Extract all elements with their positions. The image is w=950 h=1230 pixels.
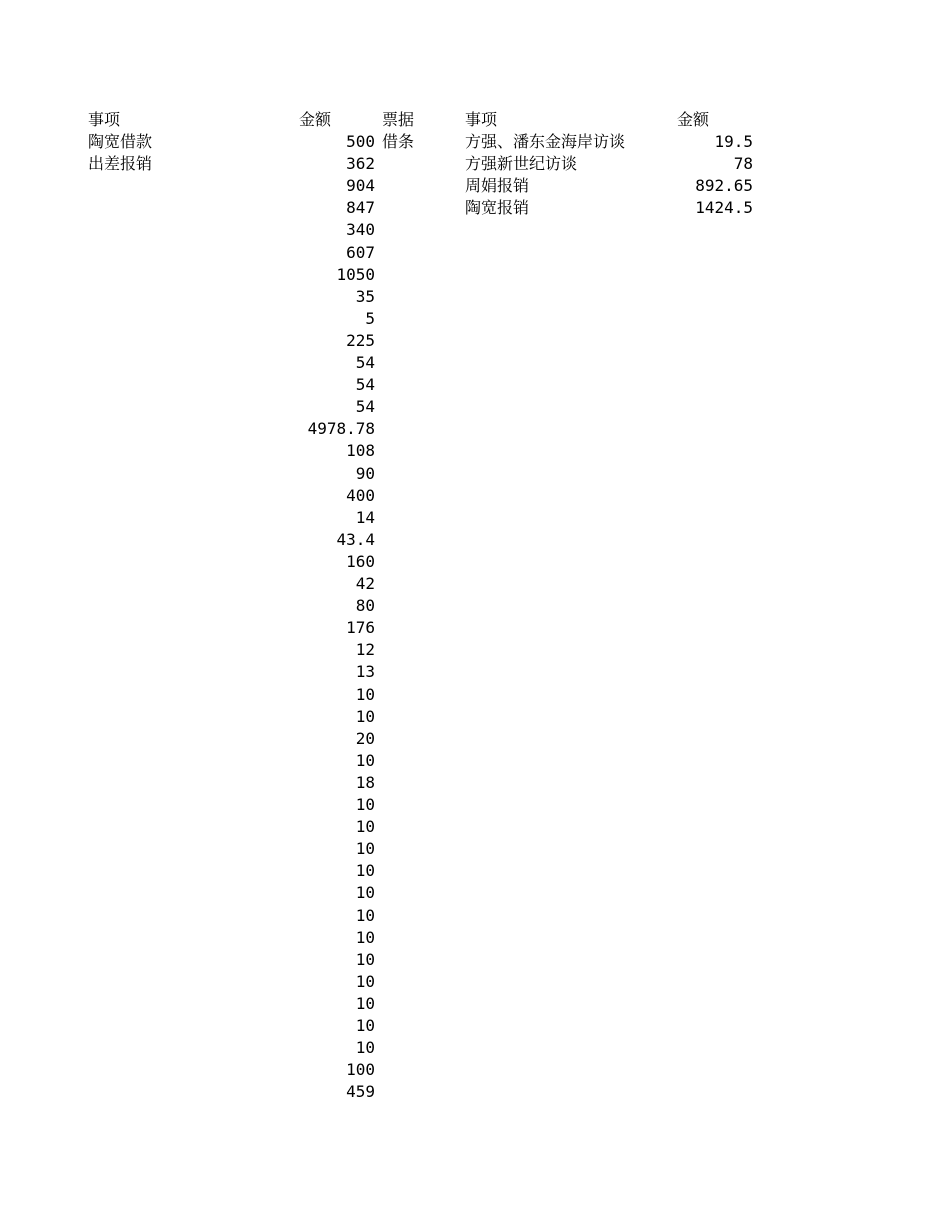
left-row-amount: 10 — [355, 685, 375, 704]
left-row-item — [88, 927, 288, 949]
left-row-item — [88, 507, 288, 529]
left-row-receipt — [382, 706, 452, 728]
left-row-item — [88, 595, 288, 617]
left-row-amount: 1050 — [336, 265, 375, 284]
left-row-amount: 10 — [355, 751, 375, 770]
left-header-item: 事项 — [88, 110, 121, 129]
left-row-amount: 10 — [355, 707, 375, 726]
left-row-item — [88, 374, 288, 396]
left-row-receipt — [382, 286, 452, 308]
left-row-amount: 847 — [346, 198, 375, 217]
left-row-receipt — [382, 595, 452, 617]
right-row-amount: 892.65 — [695, 176, 753, 195]
left-row-receipt — [382, 308, 452, 330]
left-row-receipt — [382, 507, 452, 529]
left-row-receipt — [382, 242, 452, 264]
left-row-item — [88, 551, 288, 573]
left-row-amount: 362 — [346, 154, 375, 173]
left-row-amount: 400 — [346, 486, 375, 505]
left-row-receipt — [382, 551, 452, 573]
left-row-receipt — [382, 175, 452, 197]
right-row-item: 方强、潘东金海岸访谈 — [465, 132, 626, 151]
left-row-receipt — [382, 396, 452, 418]
left-row-amount: 13 — [355, 662, 375, 681]
left-row-item — [88, 971, 288, 993]
left-row-item — [88, 860, 288, 882]
left-row-item: 陶宽借款 — [88, 132, 153, 151]
left-row-receipt — [382, 838, 452, 860]
right-header-amount: 金额 — [677, 110, 710, 129]
left-row-item — [88, 308, 288, 330]
left-row-item — [88, 286, 288, 308]
left-row-receipt — [382, 661, 452, 683]
left-row-amount: 160 — [346, 552, 375, 571]
left-row-amount: 90 — [355, 464, 375, 483]
left-row-amount: 10 — [355, 1016, 375, 1035]
left-row-receipt — [382, 219, 452, 241]
left-row-receipt — [382, 573, 452, 595]
left-row-amount: 35 — [355, 287, 375, 306]
left-row-item — [88, 264, 288, 286]
left-row-receipt — [382, 728, 452, 750]
left-row-receipt — [382, 816, 452, 838]
left-row-receipt — [382, 374, 452, 396]
left-header-amount: 金额 — [299, 110, 332, 129]
left-row-amount: 42 — [355, 574, 375, 593]
left-row-amount: 500 — [346, 132, 375, 151]
left-row-receipt — [382, 485, 452, 507]
left-row-item — [88, 794, 288, 816]
left-row-item — [88, 396, 288, 418]
left-row-item — [88, 816, 288, 838]
left-row-receipt — [382, 330, 452, 352]
left-row-item — [88, 175, 288, 197]
left-row-receipt — [382, 1037, 452, 1059]
left-row-amount: 10 — [355, 795, 375, 814]
left-row-receipt — [382, 993, 452, 1015]
right-row-item: 陶宽报销 — [465, 198, 530, 217]
left-row-item — [88, 352, 288, 374]
left-row-item — [88, 463, 288, 485]
left-row-item — [88, 485, 288, 507]
left-row-item — [88, 639, 288, 661]
left-row-receipt — [382, 971, 452, 993]
left-row-amount: 54 — [355, 375, 375, 394]
left-row-amount: 10 — [355, 994, 375, 1013]
left-header-receipt: 票据 — [382, 110, 415, 129]
left-row-receipt — [382, 860, 452, 882]
left-row-amount: 20 — [355, 729, 375, 748]
left-row-amount: 10 — [355, 928, 375, 947]
left-row-receipt — [382, 794, 452, 816]
left-row-receipt: 借条 — [382, 132, 415, 151]
left-row-item — [88, 661, 288, 683]
left-row-receipt — [382, 197, 452, 219]
left-row-receipt — [382, 440, 452, 462]
left-row-amount: 10 — [355, 972, 375, 991]
left-row-receipt — [382, 927, 452, 949]
left-row-receipt — [382, 1015, 452, 1037]
left-row-amount: 225 — [346, 331, 375, 350]
left-row-item — [88, 529, 288, 551]
left-row-item — [88, 197, 288, 219]
left-row-item — [88, 573, 288, 595]
left-row-amount: 607 — [346, 243, 375, 262]
left-row-item — [88, 750, 288, 772]
left-row-receipt — [382, 529, 452, 551]
right-row-item: 周娟报销 — [465, 176, 530, 195]
right-header-item: 事项 — [465, 110, 498, 129]
left-row-receipt — [382, 772, 452, 794]
left-row-amount: 340 — [346, 220, 375, 239]
left-row-item — [88, 905, 288, 927]
left-row-receipt — [382, 617, 452, 639]
left-row-item — [88, 993, 288, 1015]
left-row-item: 出差报销 — [88, 154, 153, 173]
left-row-amount: 10 — [355, 861, 375, 880]
left-row-receipt — [382, 905, 452, 927]
left-row-amount: 54 — [355, 397, 375, 416]
left-row-amount: 100 — [346, 1060, 375, 1079]
left-row-receipt — [382, 463, 452, 485]
left-row-amount: 10 — [355, 883, 375, 902]
left-row-amount: 80 — [355, 596, 375, 615]
right-row-amount: 1424.5 — [695, 198, 753, 217]
left-row-amount: 176 — [346, 618, 375, 637]
left-row-amount: 10 — [355, 817, 375, 836]
left-row-receipt — [382, 949, 452, 971]
left-row-amount: 10 — [355, 906, 375, 925]
left-row-item — [88, 1037, 288, 1059]
left-row-amount: 14 — [355, 508, 375, 527]
left-row-receipt — [382, 684, 452, 706]
left-row-receipt — [382, 153, 452, 175]
left-row-receipt — [382, 264, 452, 286]
left-row-receipt — [382, 639, 452, 661]
left-row-receipt — [382, 882, 452, 904]
left-row-item — [88, 617, 288, 639]
left-row-item — [88, 838, 288, 860]
left-row-amount: 10 — [355, 839, 375, 858]
left-row-item — [88, 440, 288, 462]
left-row-amount: 10 — [355, 950, 375, 969]
left-row-amount: 904 — [346, 176, 375, 195]
left-row-item — [88, 684, 288, 706]
left-row-amount: 5 — [365, 309, 375, 328]
left-row-item — [88, 418, 288, 440]
left-row-receipt — [382, 418, 452, 440]
left-row-item — [88, 772, 288, 794]
left-row-item — [88, 1081, 288, 1103]
right-row-amount: 19.5 — [714, 132, 753, 151]
left-row-amount: 18 — [355, 773, 375, 792]
left-row-item — [88, 706, 288, 728]
left-row-item — [88, 242, 288, 264]
left-row-amount: 459 — [346, 1082, 375, 1101]
left-row-receipt — [382, 1059, 452, 1081]
left-row-item — [88, 1059, 288, 1081]
left-row-receipt — [382, 750, 452, 772]
left-row-item — [88, 330, 288, 352]
right-row-amount: 78 — [733, 154, 753, 173]
left-row-amount: 12 — [355, 640, 375, 659]
left-row-amount: 10 — [355, 1038, 375, 1057]
left-row-item — [88, 219, 288, 241]
left-row-item — [88, 1015, 288, 1037]
left-row-amount: 4978.78 — [307, 419, 375, 438]
left-row-amount: 43.4 — [336, 530, 375, 549]
left-row-amount: 54 — [355, 353, 375, 372]
left-row-receipt — [382, 352, 452, 374]
left-row-item — [88, 882, 288, 904]
right-row-item: 方强新世纪访谈 — [465, 154, 578, 173]
left-row-receipt — [382, 1081, 452, 1103]
left-row-item — [88, 728, 288, 750]
left-row-item — [88, 949, 288, 971]
left-row-amount: 108 — [346, 441, 375, 460]
